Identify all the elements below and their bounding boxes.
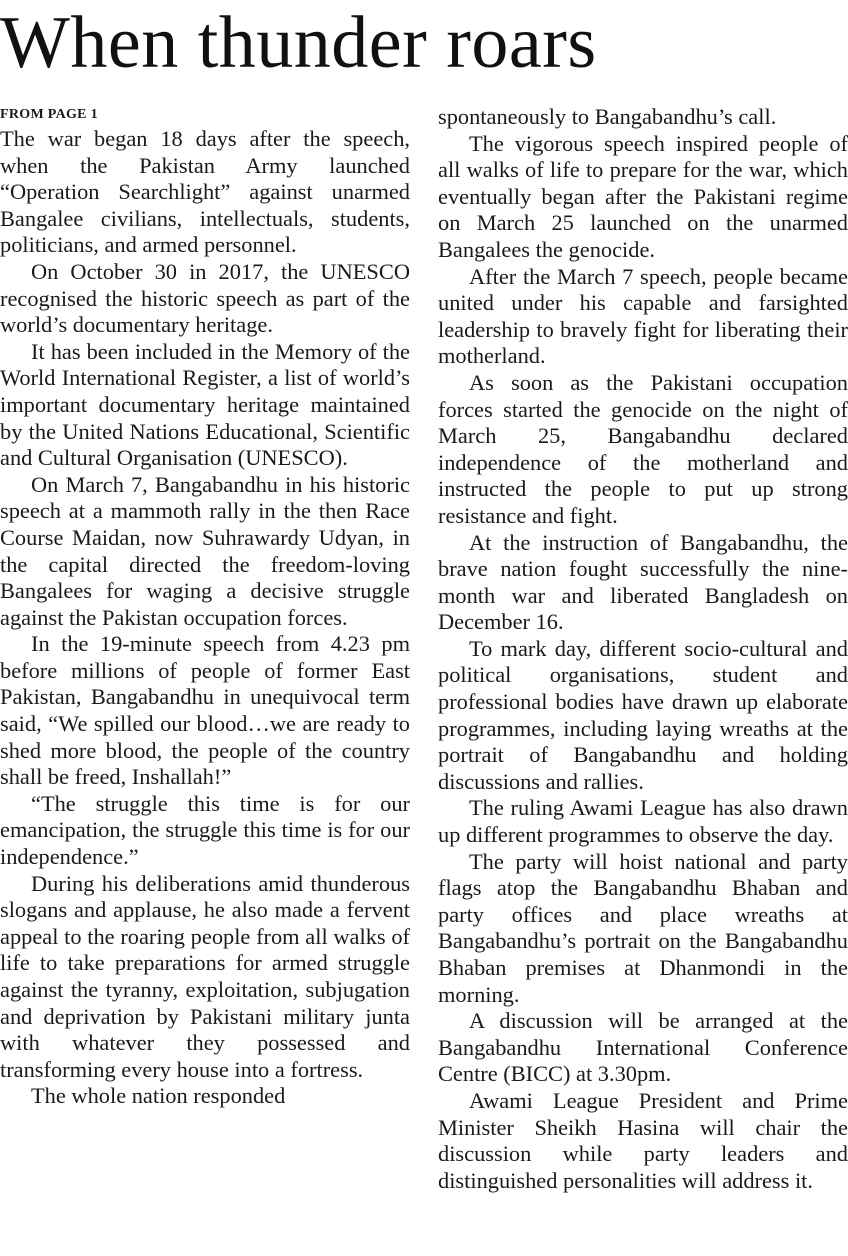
paragraph: On October 30 in 2017, the UNESCO recognised the historic speech as part of the world’s documentary heritage. — [0, 258, 410, 338]
paragraph: Awami League President and Prime Minister Sheikh Hasina will chair the discussion while party leaders and distinguished personalities will address it. — [438, 1087, 848, 1193]
paragraph: To mark day, different socio-cultural and political organisations, student and professional bodies have drawn up elaborate programmes, including laying wreaths at the portrait of Bangabandhu and holding discussions and rallies. — [438, 635, 848, 794]
paragraph: The party will hoist national and party flags atop the Bangabandhu Bhaban and party offices and place wreaths at Bangabandhu’s portrait on the Bangabandhu Bhaban premises at Dhanmondi in the morning. — [438, 848, 848, 1007]
paragraph: A discussion will be arranged at the Bangabandhu International Conference Centre (BICC) at 3.30pm. — [438, 1008, 848, 1087]
paragraph: It has been included in the Memory of the World International Register, a list of world’s important documentary heritage maintained by the United Nations Educational, Scientific and Cultural Organisation (UNESCO). — [0, 338, 410, 471]
paragraph: “The struggle this time is for our emancipation, the struggle this time is for our independence.” — [0, 790, 410, 870]
paragraph: The war began 18 days after the speech, when the Pakistan Army launched “Operation Searchlight” against unarmed Bangalee civilians, intellectuals, students, politicians, and armed personnel. — [0, 126, 410, 258]
paragraph: At the instruction of Bangabandhu, the brave nation fought successfully the nine-month war and liberated Bangladesh on December 16. — [438, 529, 848, 635]
paragraph-continues: The whole nation responded — [31, 1083, 286, 1109]
article-column-left — [0, 104, 410, 1110]
paragraph: In the 19-minute speech from 4.23 pm before millions of people of former East Pakistan, Bangabandhu in unequivocal term said, “We spilled our blood…we are ready to shed more blood, the people of the country shall be freed, Inshallah!” — [0, 631, 410, 790]
paragraph: On March 7, Bangabandhu in his historic speech at a mammoth rally in the then Race Course Maidan, now Suhrawardy Udyan, in the capital directed the freedom-loving Bangalees for waging a decisive struggle against the Pakistan occupation forces. — [0, 471, 410, 630]
article-column-right — [438, 104, 848, 1194]
paragraph-continued: spontaneously to Bangabandhu’s call. — [438, 104, 777, 129]
continued-from-label: FROM PAGE 1 — [0, 107, 98, 122]
paragraph: During his deliberations amid thunderous slogans and applause, he also made a fervent appeal to the roaring people from all walks of life to take preparations for armed struggle against the tyranny, exploitation, subjugation and deprivation by Pakistani military junta with whatever they possessed and transforming every house into a fortress. — [0, 870, 410, 1082]
paragraph: The vigorous speech inspired people of all walks of life to prepare for the war, which eventually began after the Pakistani regime on March 25 launched on the unarmed Bangalees the genocide. — [438, 130, 848, 262]
paragraph: As soon as the Pakistani occupation forces started the genocide on the night of March 25, Bangabandhu declared independence of the motherland and instructed the people to put up strong resistance and fight. — [438, 369, 848, 528]
paragraph: The ruling Awami League has also drawn up different programmes to observe the day. — [438, 795, 848, 848]
paragraph: After the March 7 speech, people became united under his capable and farsighted leadership to bravely fight for liberating their motherland. — [438, 263, 848, 369]
headline: When thunder roars — [0, 2, 597, 84]
